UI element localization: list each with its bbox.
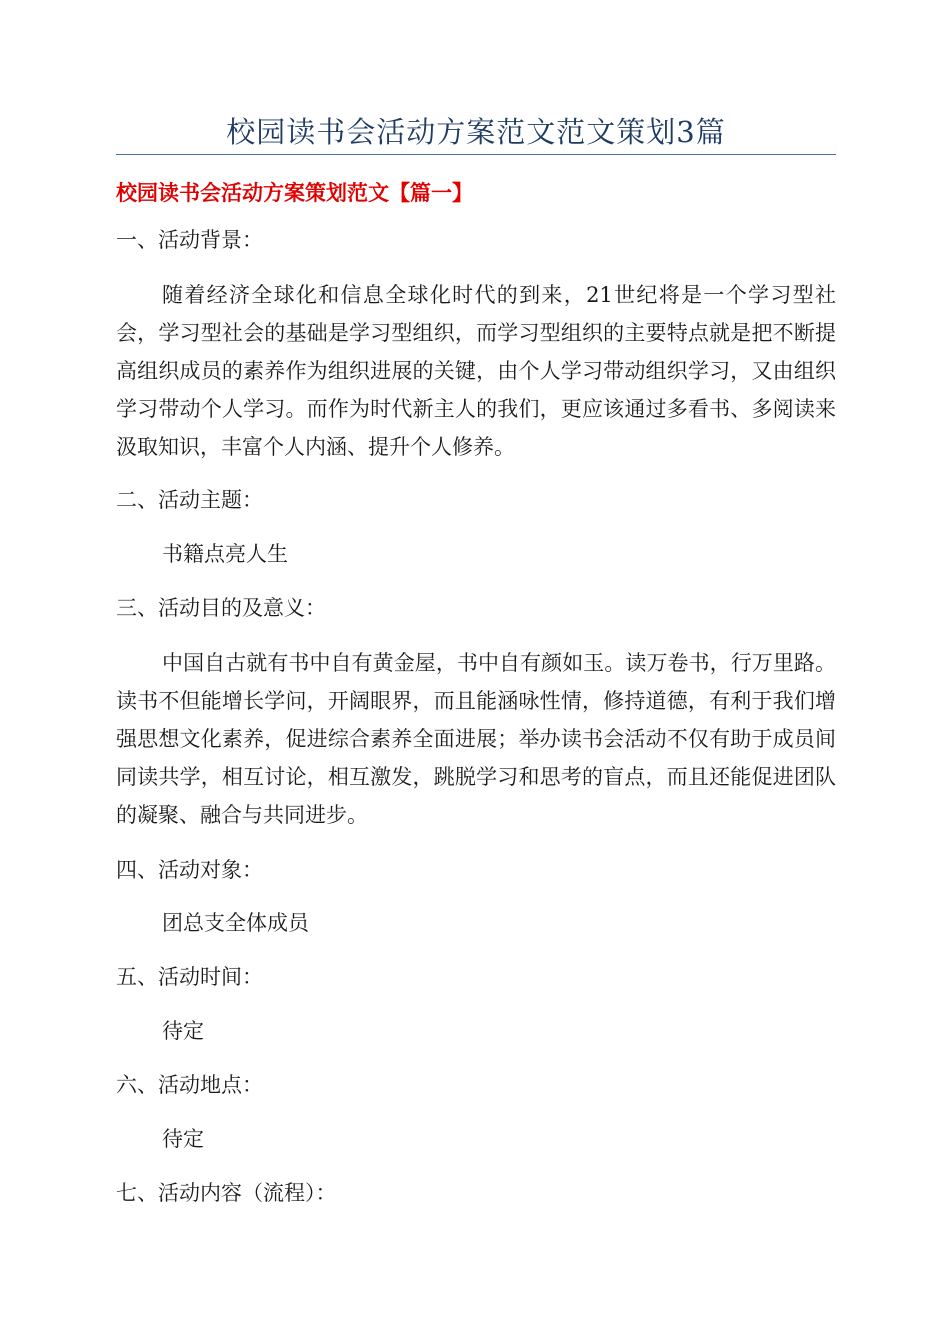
paragraph-background: 随着经济全球化和信息全球化时代的到来，21世纪将是一个学习型社会，学习型社会的基础是学习型组织，而学习型组织的主要特点就是把不断提高组织成员的素养作为组织进展的关键，由个人学习带动组织学习，又由组织学习带动个人学习。而作为时代新主人的我们，更应该通过多看书、多阅读来汲取知识，丰富个人内涵、提升个人修养。 xyxy=(116,283,836,459)
title-underline xyxy=(116,154,836,155)
paragraph-time: 待定 xyxy=(162,1019,204,1043)
paragraph-purpose: 中国自古就有书中自有黄金屋，书中自有颜如玉。读万卷书，行万里路。读书不但能增长学问，开阔眼界，而且能涵咏性情，修持道德，有利于我们增强思想文化素养，促进综合素养全面进展；举办读书会活动不仅有助于成员间同读共学，相互讨论，相互激发，跳脱学习和思考的盲点，而且还能促进团队的凝聚、融合与共同进步。 xyxy=(116,651,836,827)
paragraph-theme: 书籍点亮人生 xyxy=(162,542,288,566)
heading-background: 一、活动背景： xyxy=(116,228,263,252)
paragraph-location: 待定 xyxy=(162,1127,204,1151)
heading-content: 七、活动内容（流程）： xyxy=(116,1181,337,1205)
document-title: 校园读书会活动方案范文范文策划3篇 xyxy=(226,115,726,149)
heading-participants: 四、活动对象： xyxy=(116,858,263,882)
heading-purpose: 三、活动目的及意义： xyxy=(116,596,326,620)
heading-theme: 二、活动主题： xyxy=(116,488,263,512)
paragraph-participants: 团总支全体成员 xyxy=(162,911,309,935)
heading-time: 五、活动时间： xyxy=(116,965,263,989)
section-title: 校园读书会活动方案策划范文【篇一】 xyxy=(116,181,473,205)
heading-location: 六、活动地点： xyxy=(116,1073,263,1097)
